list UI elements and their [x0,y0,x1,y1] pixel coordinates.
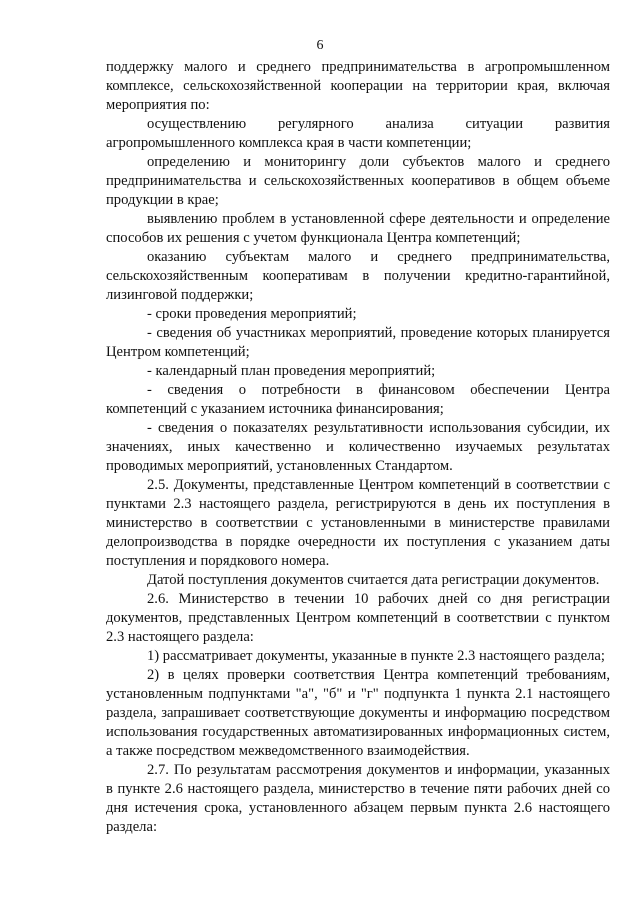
list-item: - сведения об участниках мероприятий, проведение которых планируется Центром компетенций; [106,325,610,360]
list-item: - сведения о потребности в финансовом обеспечении Центра компетенций с указанием источника финансирования; [106,382,610,417]
paragraph: выявлению проблем в установленной сфере деятельности и определение способов их решения с учетом функционала Центра компетенций; [106,211,610,246]
numbered-item: 1) рассматривает документы, указанные в пункте 2.3 настоящего раздела; [147,648,605,664]
paragraph: осуществлению регулярного анализа ситуации развития агропромышленного комплекса края в части компетенции; [106,116,610,151]
list-item: - сроки проведения мероприятий; [147,306,357,322]
page-number: 6 [316,38,324,53]
section-2-6: 2.6. Министерство в течении 10 рабочих дней со дня регистрации документов, представленных Центром компетенций в соответствии с пунктом 2.3 настоящего раздела: [106,591,610,645]
paragraph: Датой поступления документов считается дата регистрации документов. [147,572,600,588]
paragraph: оказанию субъектам малого и среднего предпринимательства, сельскохозяйственным кооперативам в получении кредитно-гарантийной, лизинговой поддержки; [106,249,610,303]
document-body [106,58,610,837]
paragraph: определению и мониторингу доли субъектов малого и среднего предпринимательства и сельскохозяйственных кооперативов в общем объеме продукции в крае; [106,154,610,208]
paragraph: поддержку малого и среднего предпринимательства в агропромышленном комплексе, сельскохозяйственной кооперации на территории края, включая мероприятия по: [106,59,610,113]
list-item: - сведения о показателях результативности использования субсидии, их значениях, иных качественно и количественно изучаемых результатах проводимых мероприятий, установленных Стандартом. [106,420,610,474]
section-2-7: 2.7. По результатам рассмотрения документов и информации, указанных в пункте 2.6 настоящего раздела, министерство в течение пяти рабочих дней со дня истечения срока, установленного абзацем первым пункта 2.6 настоящего раздела: [106,762,610,835]
numbered-item: 2) в целях проверки соответствия Центра компетенций требованиям, установленным подпунктами "а", "б" и "г" подпункта 1 пункта 2.1 настоящего раздела, запрашивает соответствующие документы и информацию посредством использования государственных автоматизированных информационных систем, а также посредством межведомственного взаимодействия. [106,667,610,759]
list-item: - календарный план проведения мероприятий; [147,363,436,379]
section-2-5: 2.5. Документы, представленные Центром компетенций в соответствии с пунктами 2.3 настоящего раздела, регистрируются в день их поступления в министерство в соответствии с установленными в министерстве правилами делопроизводства в порядке очередности их поступления с указанием даты поступления и порядкового номера. [106,477,610,569]
